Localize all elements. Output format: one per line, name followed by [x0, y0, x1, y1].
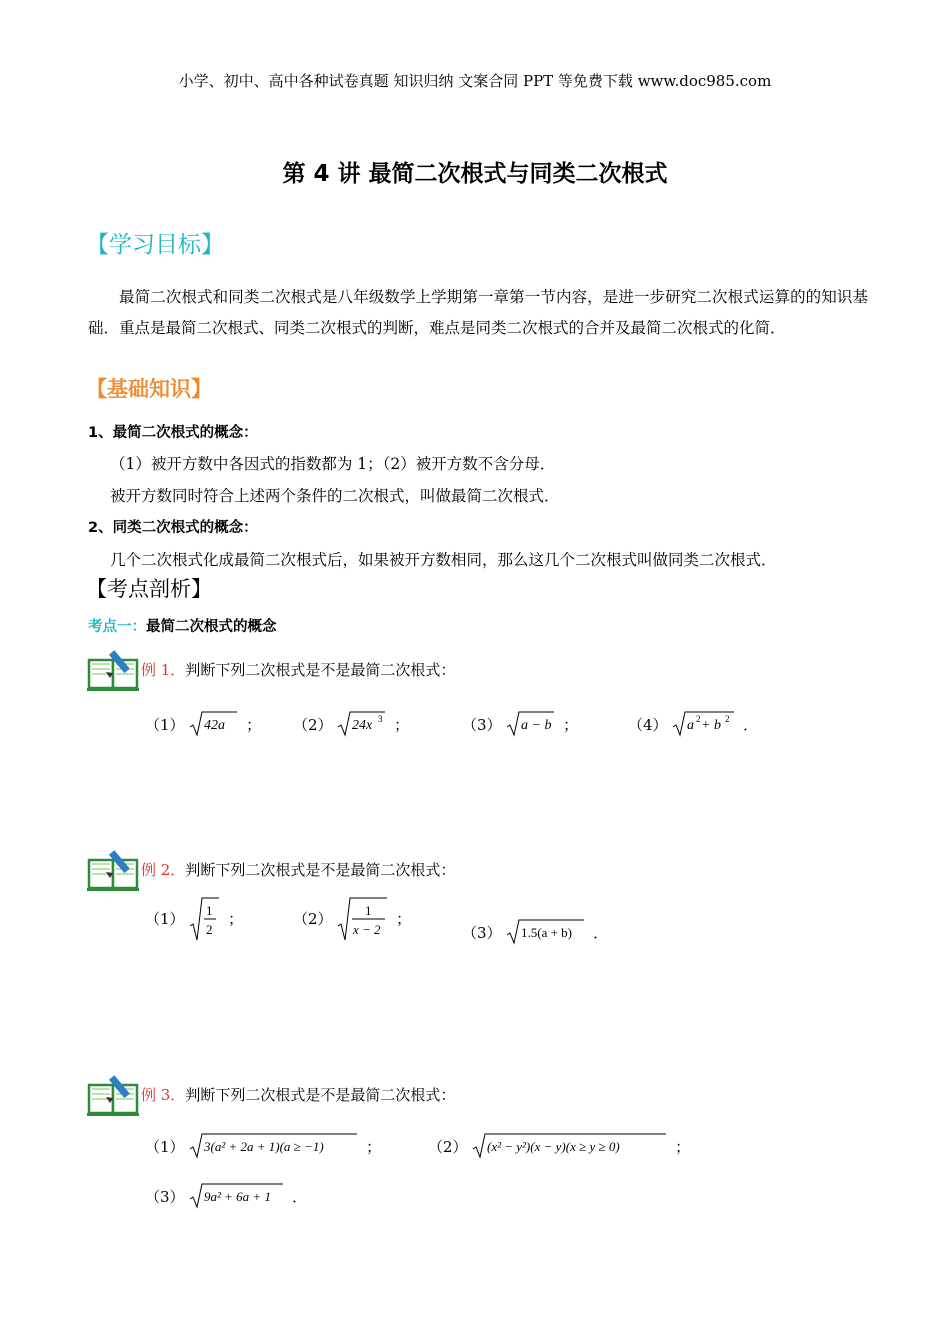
- item-number: （4）: [628, 716, 668, 734]
- radical-expression: [337, 710, 389, 738]
- item-end: ．: [292, 1188, 308, 1206]
- example-3-item-3: [145, 1182, 307, 1210]
- radicand-part: + b: [701, 718, 722, 733]
- radical-expression: [189, 1132, 361, 1160]
- radicand: 9a² + 6a + 1: [204, 1189, 272, 1204]
- concept2-title: 2、同类二次根式的概念：: [88, 520, 258, 536]
- radical-expression: [472, 1132, 670, 1160]
- radicand: 3(a² + 2a + 1)(a ≥ −1): [204, 1139, 324, 1154]
- item-number: （2）: [428, 1138, 468, 1156]
- radical-expression: [506, 710, 558, 738]
- example-2-prompt-line: [141, 859, 455, 880]
- section-heading-basics: 【基础知识】: [86, 377, 212, 401]
- item-end: ．: [743, 716, 759, 734]
- section-heading-objectives: 【学习目标】: [86, 232, 224, 258]
- item-end: ；: [563, 716, 579, 734]
- denominator: x − 2: [353, 922, 381, 937]
- radicand: (x² − y²)(x − y)(x ≥ y ≥ 0): [487, 1139, 621, 1154]
- example-prompt: 判断下列二次根式是不是最简二次根式：: [185, 861, 456, 879]
- example-2-item-3: [462, 918, 608, 946]
- example-3-prompt-line: [141, 1084, 455, 1105]
- radical-expression: [672, 710, 738, 738]
- radical-fraction: [189, 896, 223, 942]
- radicand: 1.5(a + b): [521, 925, 573, 940]
- radicand: a: [687, 718, 695, 733]
- item-number: （1）: [145, 1138, 185, 1156]
- concept2-line1: 几个二次根式化成最简二次根式后，如果被开方数相同，那么这几个二次根式叫做同类二次根式．: [110, 551, 777, 569]
- concept1-title: 1、最简二次根式的概念：: [88, 425, 258, 441]
- item-number: （1）: [145, 910, 185, 928]
- exponent: 2: [725, 714, 730, 724]
- book-pencil-icon: [86, 648, 142, 696]
- keypoint-1: [88, 615, 277, 636]
- book-pencil-icon: [86, 848, 142, 896]
- example-1-item-4: [628, 710, 758, 738]
- example-1-item-3: [462, 710, 578, 738]
- keypoint-label: 考点一：: [88, 619, 146, 635]
- exponent: 2: [696, 714, 701, 724]
- item-end: ．: [593, 924, 609, 942]
- example-3-item-2: [428, 1132, 690, 1160]
- item-number: （2）: [293, 716, 333, 734]
- item-end: ；: [228, 910, 244, 928]
- item-number: （3）: [462, 716, 502, 734]
- page-title: 第 4 讲 最简二次根式与同类二次根式: [282, 161, 668, 187]
- page-header: 小学、初中、高中各种试卷真题 知识归纳 文案合同 PPT 等免费下载 www.doc985.com: [178, 72, 772, 90]
- section-heading-analysis: 【考点剖析】: [86, 577, 212, 601]
- radical-expression: [189, 710, 241, 738]
- example-label: 例 3．: [141, 1086, 186, 1104]
- radical-fraction: [337, 896, 391, 942]
- item-number: （2）: [293, 910, 333, 928]
- exponent: 3: [378, 714, 383, 724]
- example-1-item-2: [293, 710, 409, 738]
- objectives-paragraph: 最简二次根式和同类二次根式是八年级数学上学期第一章第一节内容，是进一步研究二次根式运算的的知识基础．重点是最简二次根式、同类二次根式的判断，难点是同类二次根式的合并及最简二次根式的化简．: [88, 288, 868, 337]
- numerator: 1: [365, 903, 372, 918]
- example-prompt: 判断下列二次根式是不是最简二次根式：: [185, 661, 456, 679]
- radicand: 42a: [204, 718, 226, 733]
- item-end: ；: [675, 1138, 691, 1156]
- example-3-item-1: [145, 1132, 381, 1160]
- item-number: （3）: [462, 924, 502, 942]
- book-pencil-icon: [86, 1073, 142, 1121]
- item-end: ；: [394, 716, 410, 734]
- radicand: a − b: [521, 718, 552, 733]
- example-2-item-1: [145, 896, 243, 942]
- item-end: ；: [246, 716, 262, 734]
- denominator: 2: [206, 922, 213, 937]
- example-label: 例 1．: [141, 661, 186, 679]
- example-1-item-1: [145, 710, 261, 738]
- example-2-item-2: [293, 896, 411, 942]
- example-prompt: 判断下列二次根式是不是最简二次根式：: [185, 1086, 456, 1104]
- radicand: 24x: [352, 718, 373, 733]
- item-number: （3）: [145, 1188, 185, 1206]
- example-1-prompt-line: [141, 659, 455, 680]
- item-number: （1）: [145, 716, 185, 734]
- example-label: 例 2．: [141, 861, 186, 879]
- keypoint-title: 最简二次根式的概念: [146, 619, 277, 635]
- concept1-line1: （1）被开方数中各因式的指数都为 1；（2）被开方数不含分母．: [110, 455, 556, 473]
- radical-expression: [506, 918, 588, 946]
- item-end: ；: [396, 910, 412, 928]
- concept1-line2: 被开方数同时符合上述两个条件的二次根式，叫做最简二次根式．: [110, 487, 560, 505]
- item-end: ；: [366, 1138, 382, 1156]
- radical-expression: [189, 1182, 287, 1210]
- numerator: 1: [206, 903, 213, 918]
